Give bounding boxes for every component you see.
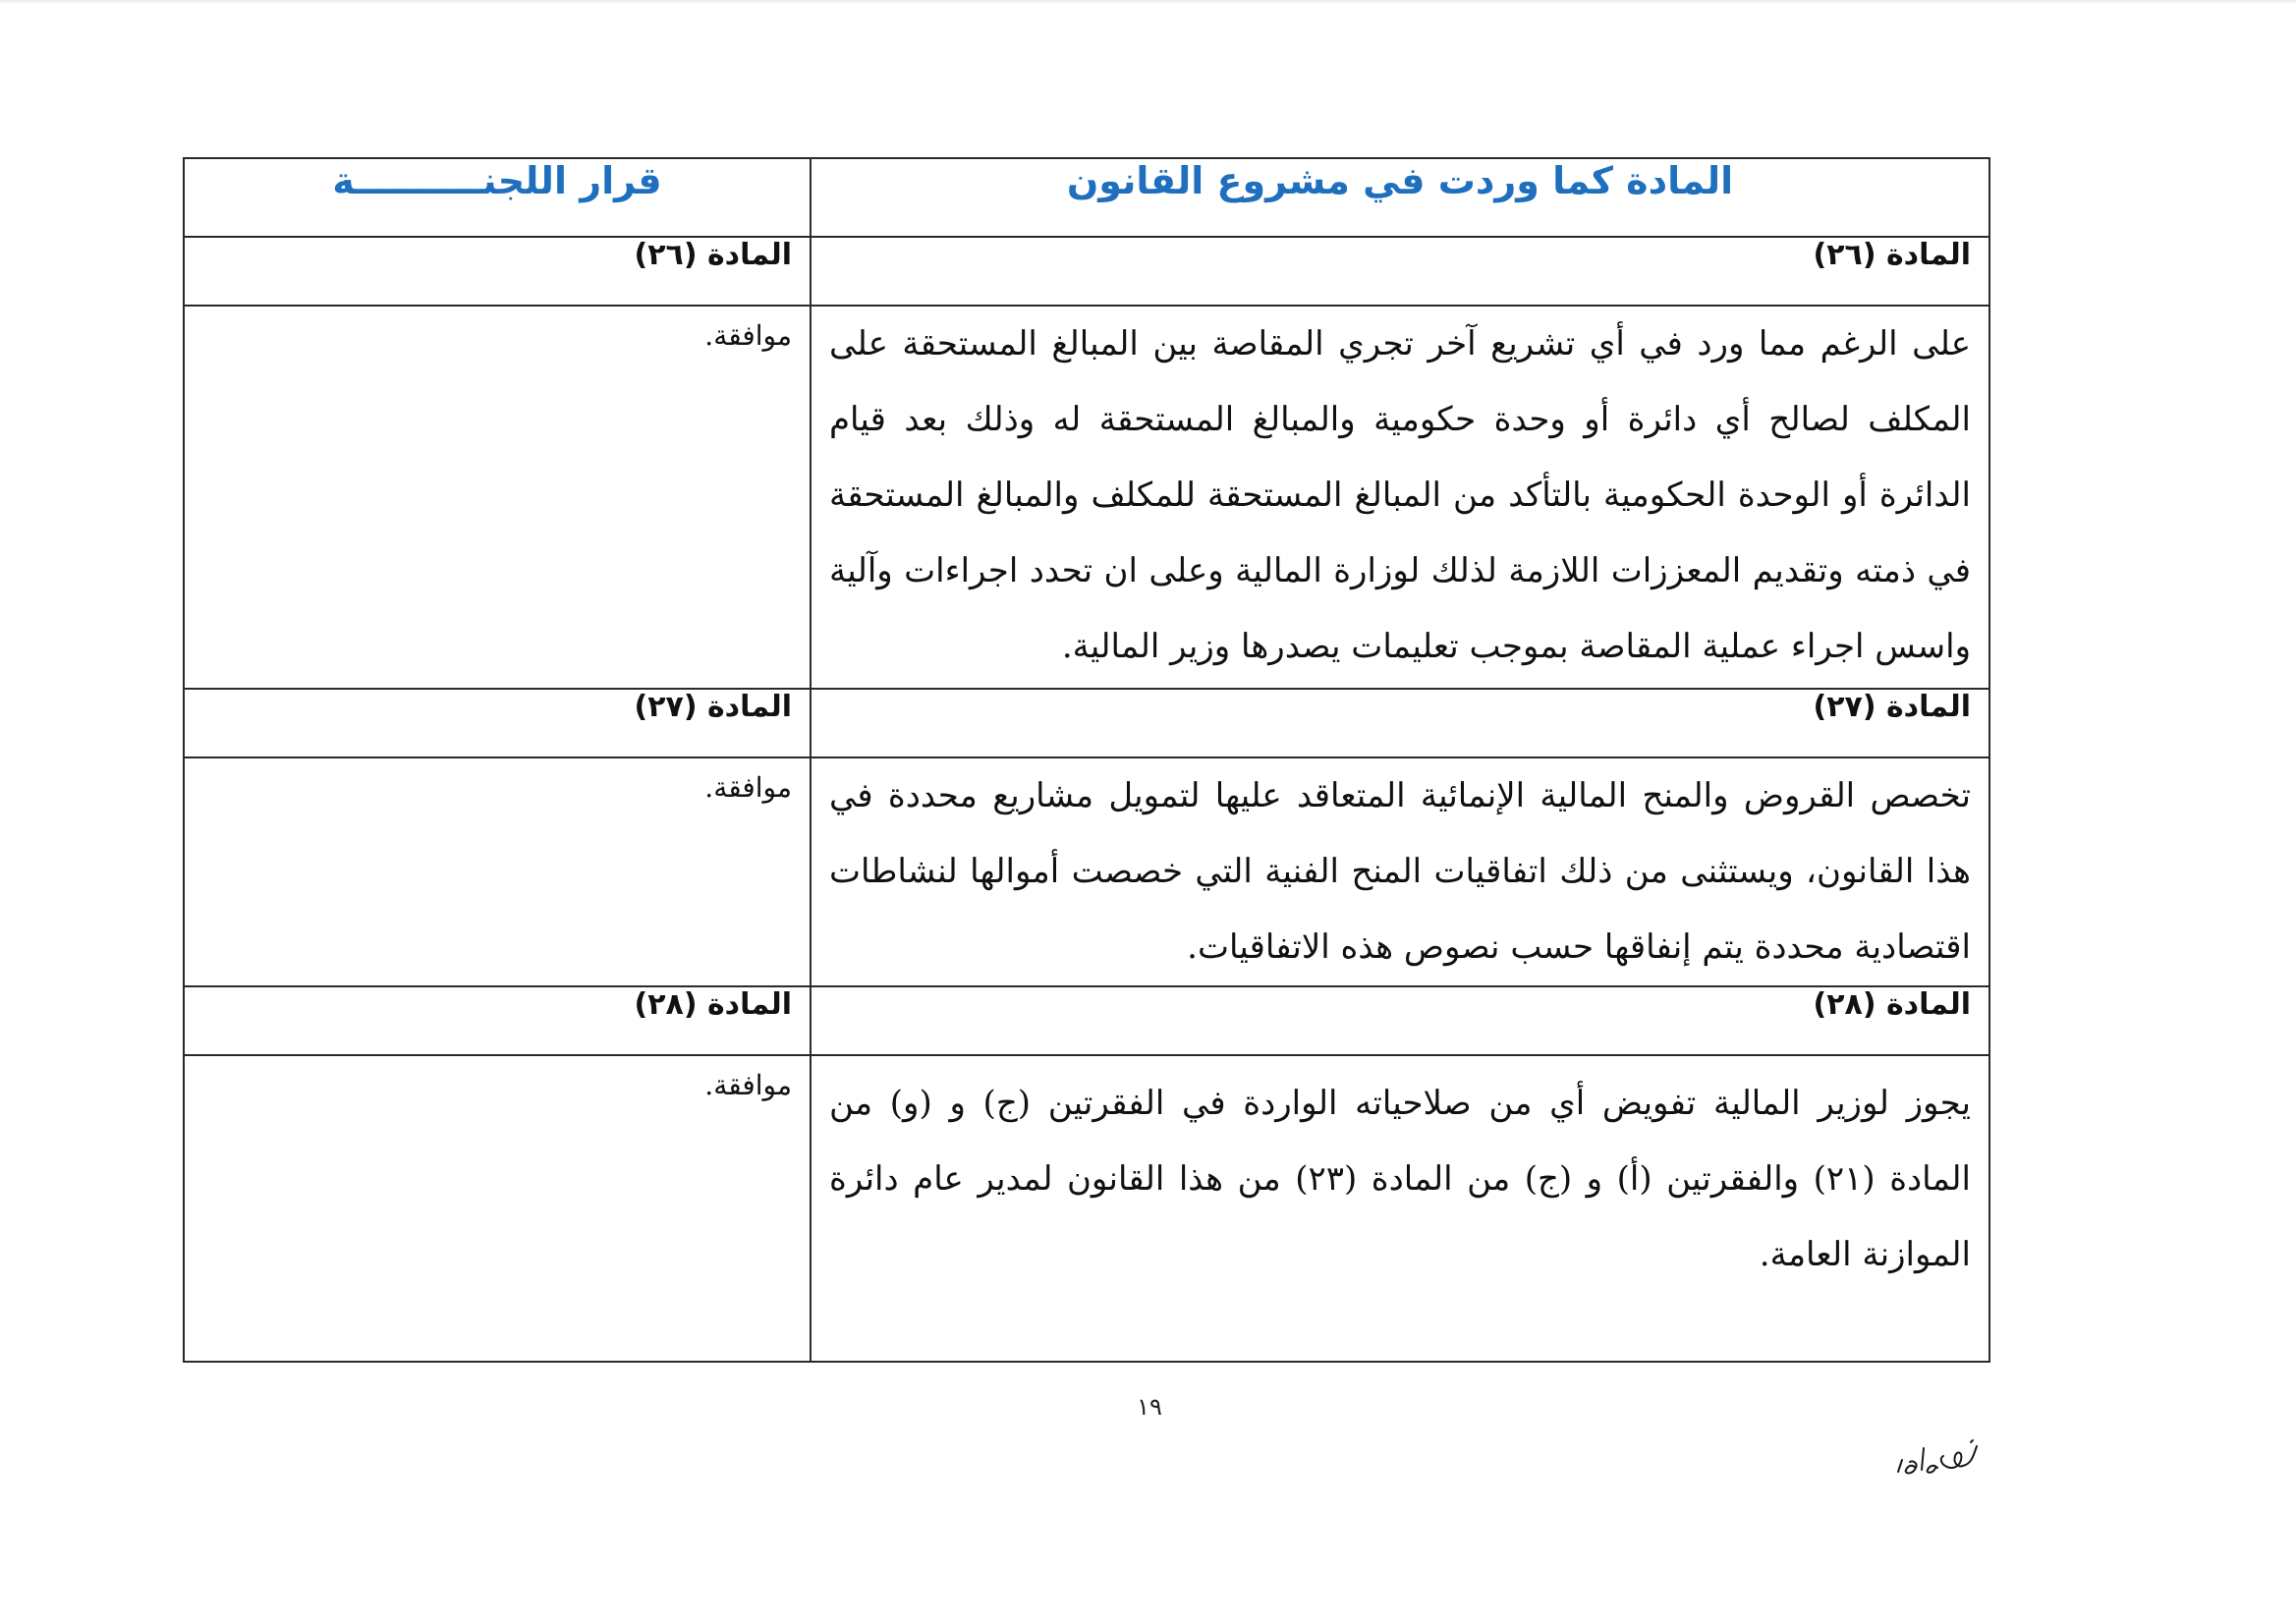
decision-column-header: قرار اللجنــــــــــة — [184, 158, 811, 237]
article-text: تخصص القروض والمنح المالية الإنمائية المتعاقد عليها لتمويل مشاريع محددة في هذا القانون، ويستثنى من ذلك اتفاقيات المنح الفنية التي خصصت أموالها لنشاطات اقتصادية محددة يتم إنفاقها حسب نصوص هذه الاتفاقيات. — [811, 757, 1989, 986]
article-title-row — [184, 689, 1989, 757]
decision-title: المادة (٢٦) — [184, 237, 811, 306]
scan-edge — [0, 0, 2296, 4]
article-body-row — [184, 757, 1989, 986]
article-body-row — [184, 1055, 1989, 1362]
article-body-row — [184, 306, 1989, 689]
article-text: على الرغم مما ورد في أي تشريع آخر تجري المقاصة بين المبالغ المستحقة على المكلف لصالح أي دائرة أو وحدة حكومية والمبالغ المستحقة له وذلك بعد قيام الدائرة أو الوحدة الحكومية بالتأكد من المبالغ المستحقة للمكلف والمبالغ المستحقة في ذمته وتقديم المعززات اللازمة لذلك لوزارة المالية وعلى ان تحدد اجراءات وآلية واسس اجراء عملية المقاصة بموجب تعليمات يصدرها وزير المالية. — [811, 306, 1989, 689]
article-title: المادة (٢٧) — [811, 689, 1989, 757]
article-title-row — [184, 237, 1989, 306]
article-title-row — [184, 986, 1989, 1055]
decision-text: موافقة. — [184, 306, 811, 689]
article-title: المادة (٢٦) — [811, 237, 1989, 306]
table-header-row — [184, 158, 1989, 237]
decision-title: المادة (٢٨) — [184, 986, 811, 1055]
handwritten-signature — [1894, 1438, 1983, 1480]
article-title: المادة (٢٨) — [811, 986, 1989, 1055]
decision-text: موافقة. — [184, 757, 811, 986]
decision-text: موافقة. — [184, 1055, 811, 1362]
law-comparison-table — [183, 157, 1990, 1363]
page-number: ١٩ — [1137, 1393, 1162, 1421]
article-column-header: المادة كما وردت في مشروع القانون — [811, 158, 1989, 237]
decision-title: المادة (٢٧) — [184, 689, 811, 757]
article-text: يجوز لوزير المالية تفويض أي من صلاحياته الواردة في الفقرتين (ج) و (و) من المادة (٢١) والفقرتين (أ) و (ج) من المادة (٢٣) من هذا القانون لمدير عام دائرة الموازنة العامة. — [811, 1055, 1989, 1362]
